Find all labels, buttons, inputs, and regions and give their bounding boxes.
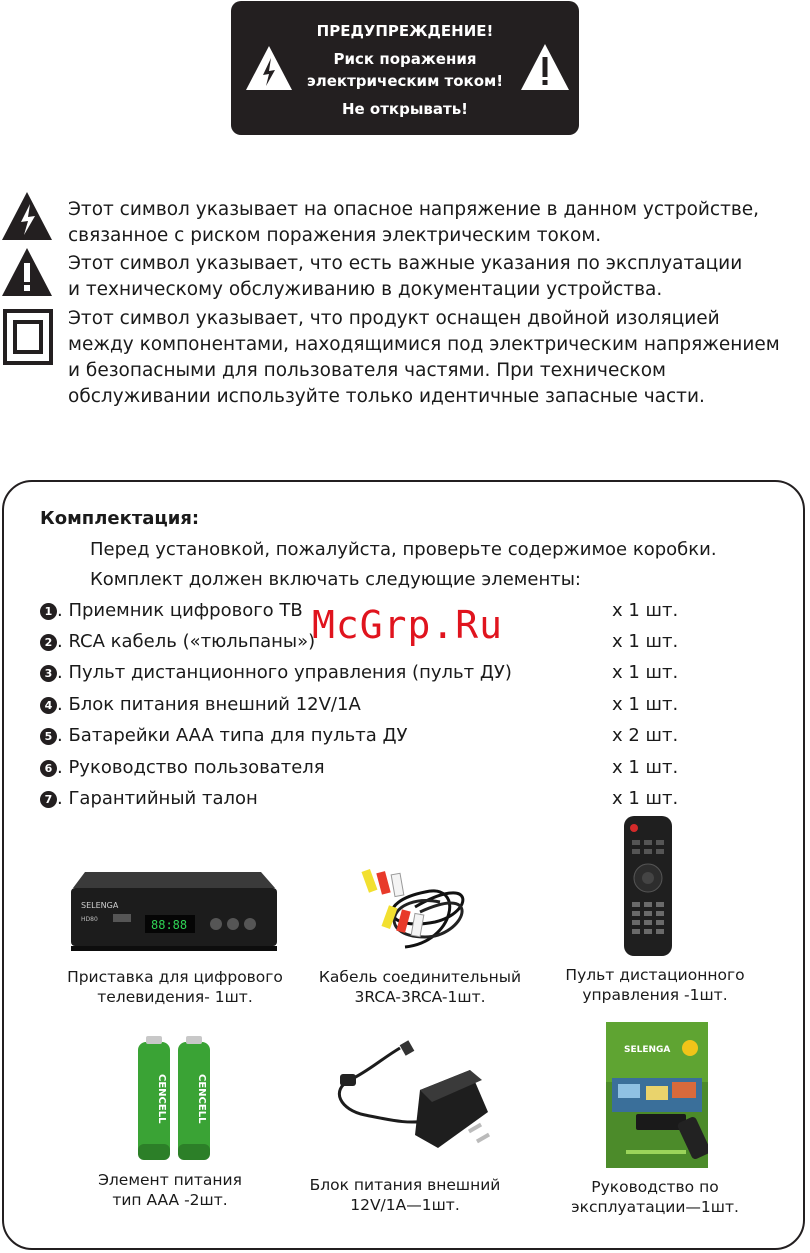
caption-psu [285,1175,525,1215]
set-top-box-image [65,868,280,958]
lightning-triangle-icon [243,43,295,93]
item-qty: x 1 шт. [612,662,679,683]
item-qty: x 1 шт. [612,631,679,652]
item-qty: x 1 шт. [612,600,679,621]
item-number: 4 [40,697,57,714]
symbol-text-line: Этот символ указывает на опасное напряжение в данном устройстве, [68,199,760,220]
symbol-text-line: и техническому обслуживанию в документации устройства. [68,279,663,300]
item-qty: x 2 шт. [612,725,679,746]
caption-battery [45,1170,295,1210]
lightning-triangle-icon [0,190,54,242]
caption-stb [55,967,295,1007]
symbol-text-voltage [68,197,759,249]
warning-box [231,1,579,135]
item-label: . Батарейки AAA типа для пульта ДУ [57,725,408,746]
kit-intro-1: Перед установкой, пожалуйста, проверьте содержимое коробки. [90,539,717,560]
kit-intro-2: Комплект должен включать следующие элементы: [90,569,581,590]
caption-manual [535,1177,775,1217]
caption-line: телевидения- 1шт. [97,988,253,1006]
watermark: McGrp.Ru [312,603,504,647]
item-qty: x 1 шт. [612,757,679,778]
item-label: . RCA кабель («тюльпаны») [57,631,316,652]
kit-item [40,662,680,688]
warning-title: ПРЕДУПРЕЖДЕНИЕ! [316,22,494,40]
caption-remote [540,965,770,1005]
warning-line1: Риск поражения [333,50,477,68]
symbol-text-line: Этот символ указывает, что продукт оснащен двойной изоляцией [68,308,720,329]
power-adapter-image [320,1040,500,1160]
stb-model: HD80 [81,916,98,923]
battery-brand: CENCELL [156,1074,167,1124]
double-insulation-icon [3,309,53,365]
symbol-text-line: обслуживании используйте только идентичные запасные части. [68,386,705,407]
caption-line: управления -1шт. [582,986,728,1004]
caption-line: Элемент питания [98,1171,242,1189]
item-label: . Пульт дистанционного управления (пульт ДУ) [57,662,512,683]
item-qty: x 1 шт. [612,694,679,715]
stb-display: 88:88 [151,918,188,932]
batteries-image [134,1034,214,1162]
remote-control-image [616,814,678,958]
item-number: 7 [40,791,57,808]
caption-line: тип AAA -2шт. [112,1191,228,1209]
stb-brand: SELENGA [81,901,119,910]
manual-image [606,1022,708,1168]
caption-cable [300,967,540,1007]
item-label: . Блок питания внешний 12V/1A [57,694,361,715]
symbol-text-line: Этот символ указывает, что есть важные указания по эксплуатации [68,253,743,274]
symbol-text-insulation [68,306,780,410]
symbol-text-line: между компонентами, находящимися под электрическим напряжением [68,334,780,355]
kit-item [40,725,680,751]
caption-line: 12V/1A—1шт. [350,1196,460,1214]
caption-line: эксплуатации—1шт. [571,1198,739,1216]
caption-line: Приставка для цифрового [67,968,283,986]
item-number: 2 [40,634,57,651]
item-label: . Гарантийный талон [57,788,258,809]
caption-line: Блок питания внешний [309,1176,501,1194]
caption-line: Пульт дистационного [565,966,745,984]
caption-line: Кабель соединительный [318,968,522,986]
item-number: 3 [40,665,57,682]
warning-line2: электрическим током! [306,72,504,90]
caption-line: Руководство по [591,1178,719,1196]
kit-item [40,757,680,783]
item-number: 5 [40,728,57,745]
caption-line: 3RCA-3RCA-1шт. [354,988,486,1006]
item-number: 1 [40,603,57,620]
warning-line3: Не открывать! [341,100,469,118]
kit-title: Комплектация: [40,508,200,529]
item-qty: x 1 шт. [612,788,679,809]
exclamation-triangle-icon [0,246,54,298]
item-label: . Приемник цифрового ТВ [57,600,303,621]
item-number: 6 [40,760,57,777]
symbol-text-instructions [68,251,742,303]
kit-item [40,694,680,720]
item-label: . Руководство пользователя [57,757,325,778]
rca-cable-image [345,852,480,964]
battery-brand: CENCELL [196,1074,207,1124]
symbol-text-line: и безопасными для пользователя частями. При техническом [68,360,666,381]
symbol-text-line: связанное с риском поражения электрическим током. [68,225,602,246]
exclamation-triangle-icon [518,41,572,93]
manual-brand: SELENGA [624,1045,671,1055]
kit-item [40,788,680,814]
